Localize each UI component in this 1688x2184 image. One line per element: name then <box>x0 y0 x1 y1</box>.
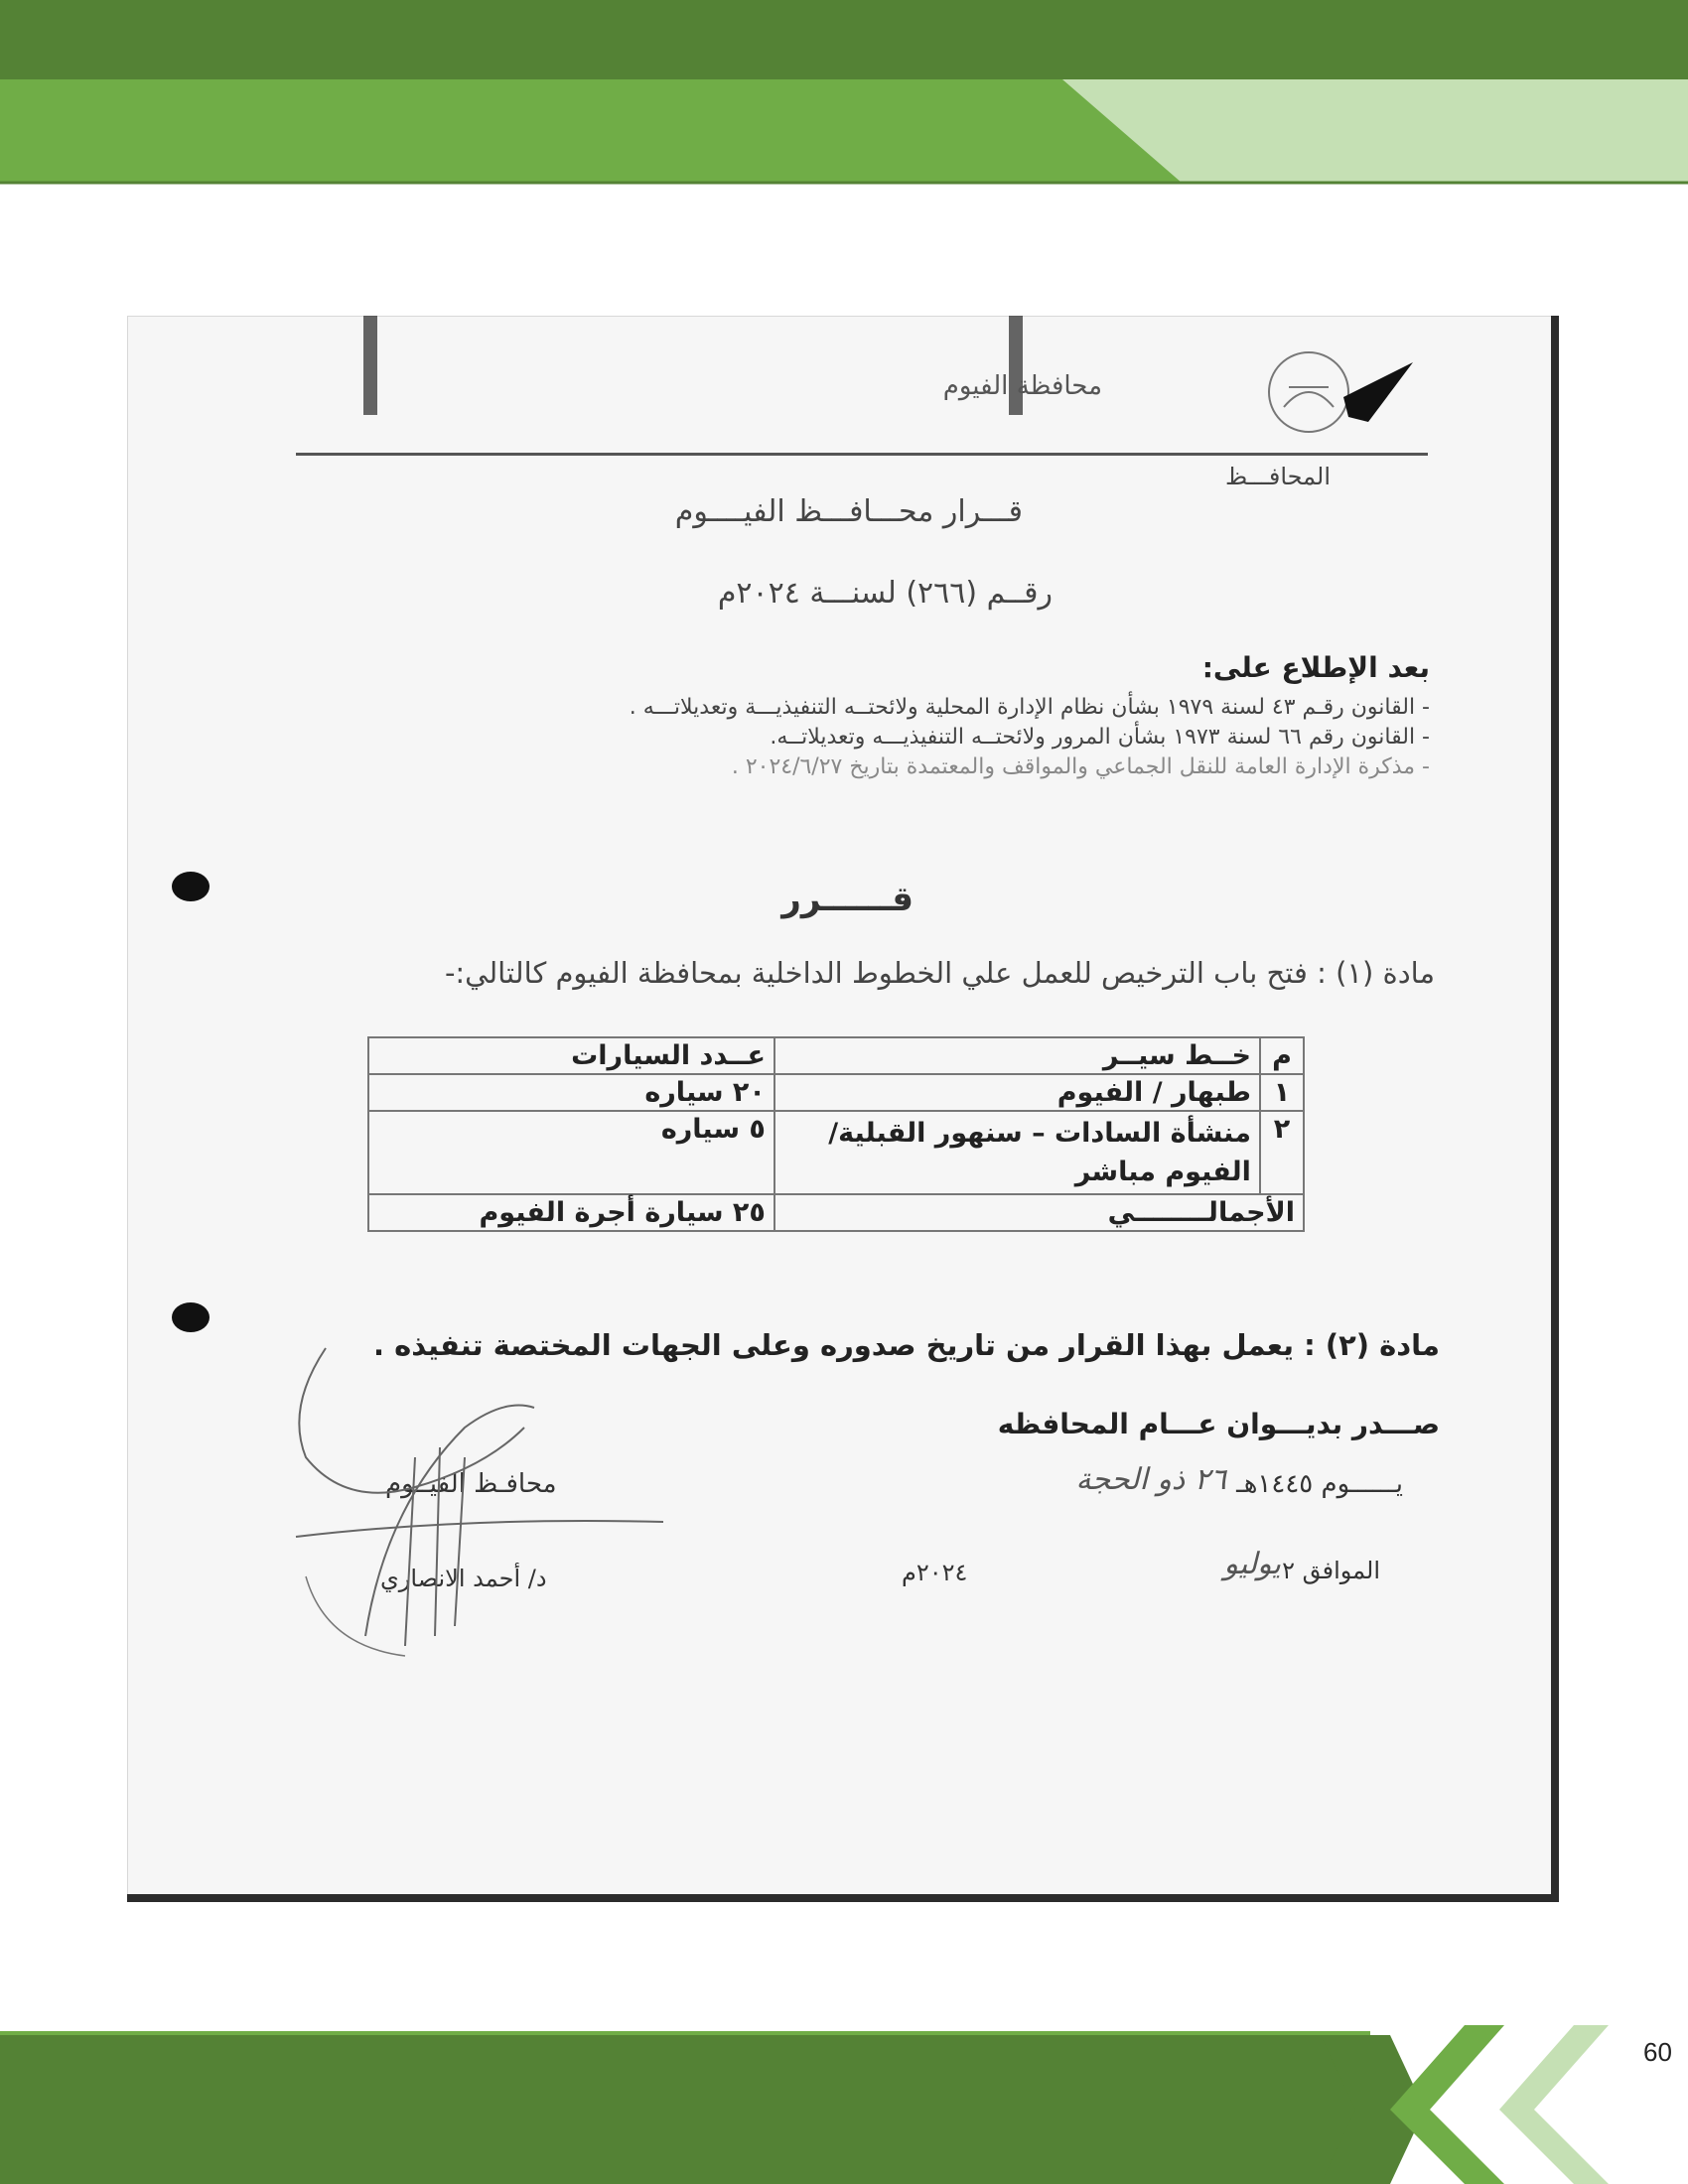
total-label: الأجمالــــــــي <box>774 1194 1304 1231</box>
whereas-heading: بعد الإطلاع على: <box>1201 651 1430 684</box>
footer-banner <box>0 2025 1688 2184</box>
header-cell-route: خــط سيــر <box>774 1037 1260 1074</box>
cell-index: ١ <box>1260 1074 1304 1111</box>
header-banner <box>0 0 1688 189</box>
table-row <box>368 1111 1304 1194</box>
article-2: مادة (٢) : يعمل بهذا القرار من تاريخ صدوره وعلى الجهات المختصة تنفيذه . <box>373 1328 1440 1362</box>
governor-heading: المحافـــظ <box>1224 463 1331 490</box>
decided-heading: قــــــرر <box>781 880 914 919</box>
corresponding-label: الموافق ٢ <box>1282 1557 1380 1584</box>
routes-table <box>367 1036 1305 1232</box>
whereas-item: - مذكرة الإدارة العامة للنقل الجماعي والمواقف والمعتمدة بتاريخ ٢٠٢٤/٦/٢٧ . <box>731 754 1430 779</box>
governorate-name: محافظة الفيوم <box>942 371 1102 401</box>
whereas-item: - القانون رقـم ٤٣ لسنة ١٩٧٩ بشأن نظام الإدارة المحلية ولائحتــه التنفيذيـــة وتعديلاتـــه . <box>629 695 1430 720</box>
cell-route: منشأة السادات – سنهور القبلية/ الفيوم مباشر <box>774 1111 1260 1194</box>
article-1: مادة (١) : فتح باب الترخيص للعمل علي الخطوط الداخلية بمحافظة الفيوم كالتالي:- <box>444 956 1435 990</box>
hijri-date-label: يــــــوم ١٤٤٥هـ <box>1236 1469 1403 1499</box>
cell-count: ٥ سياره <box>368 1111 774 1194</box>
punch-mark <box>355 316 385 425</box>
table-total-row <box>368 1194 1304 1231</box>
page-number: 60 <box>1643 2037 1672 2067</box>
header-divider <box>296 453 1428 456</box>
signature <box>266 1308 683 1666</box>
cell-route: طبهار / الفيوم <box>774 1074 1260 1111</box>
issued-at: صـــدر بديـــوان عـــام المحافظه <box>997 1408 1440 1440</box>
handwritten-hijri-date: ٢٦ ذو الحجة <box>1075 1462 1226 1497</box>
handwritten-month: يوليو <box>1223 1547 1281 1581</box>
whereas-item: - القانون رقم ٦٦ لسنة ١٩٧٣ بشأن المرور ولائحتــه التنفيذيـــه وتعديلاتــه. <box>770 725 1430 750</box>
table-row <box>368 1074 1304 1111</box>
gregorian-year: ٢٠٢٤م <box>902 1559 968 1586</box>
table-header-row <box>368 1037 1304 1074</box>
cell-index: ٢ <box>1260 1111 1304 1194</box>
decision-title: قـــرار محـــافـــظ الفيــــوم <box>674 494 1023 529</box>
scan-edge-right <box>1551 316 1559 1902</box>
punch-hole <box>172 872 210 901</box>
punch-hole <box>172 1302 210 1332</box>
governorate-emblem <box>1249 338 1428 447</box>
header-cell-index: م <box>1260 1037 1304 1074</box>
header-cell-count: عــدد السيارات <box>368 1037 774 1074</box>
total-value: ٢٥ سيارة أجرة الفيوم <box>368 1194 774 1231</box>
governor-signature-label: محافـظ الفيــوم <box>385 1469 557 1499</box>
cell-count: ٢٠ سياره <box>368 1074 774 1111</box>
punch-mark <box>1001 316 1031 425</box>
governor-name: د/ أحمد الانصاري <box>380 1565 547 1592</box>
scan-edge-bottom <box>127 1894 1559 1902</box>
decision-number: رقــم (٢٦٦) لسنـــة ٢٠٢٤م <box>717 576 1053 611</box>
scanned-decree <box>127 316 1559 1900</box>
